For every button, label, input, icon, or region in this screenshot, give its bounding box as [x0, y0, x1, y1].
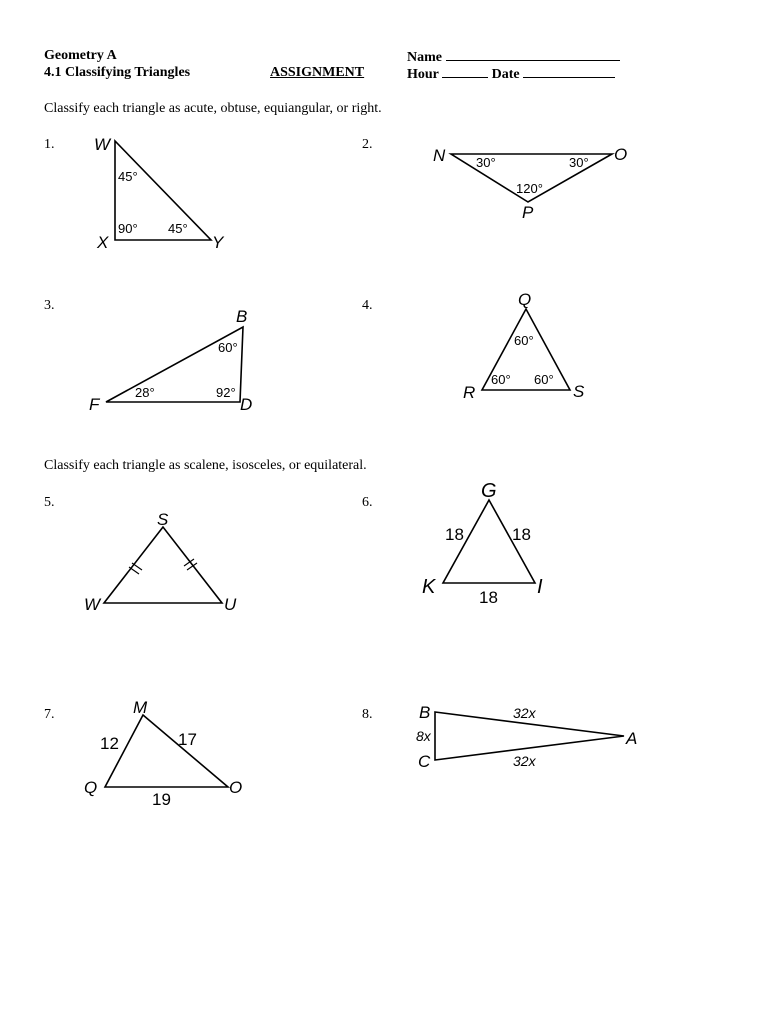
problem-number-2: 2. [362, 137, 373, 152]
vertex-label: P [522, 203, 534, 222]
side-label: 18 [479, 588, 498, 607]
side-label: 12 [100, 734, 119, 753]
vertex-label: D [240, 395, 253, 414]
congruence-tick [132, 563, 142, 570]
vertex-label: R [463, 383, 476, 402]
vertex-label: W [94, 135, 111, 154]
name-label: Name [407, 50, 442, 65]
side-label: 8x [416, 728, 431, 744]
course-title: Geometry A [44, 48, 117, 63]
vertex-label: W [84, 595, 101, 614]
problem-number-8: 8. [362, 707, 373, 722]
vertex-label: B [419, 703, 431, 722]
angle-label: 60° [534, 372, 554, 387]
lesson-title: 4.1 Classifying Triangles [44, 65, 191, 80]
problem-number-6: 6. [362, 495, 373, 510]
side-label: 18 [512, 525, 531, 544]
vertex-label: O [614, 145, 628, 164]
problem-number-5: 5. [44, 495, 55, 510]
instructions-part2: Classify each triangle as scalene, isosceles, or equilateral. [44, 458, 367, 473]
vertex-label: Q [518, 290, 532, 309]
triangle-1 [94, 135, 225, 252]
angle-label: 60° [218, 340, 238, 355]
angle-label: 92° [216, 385, 236, 400]
angle-label: 45° [118, 169, 138, 184]
triangle-3 [89, 307, 252, 414]
vertex-label: M [133, 698, 148, 717]
vertex-label: X [97, 233, 109, 252]
vertex-label: N [433, 146, 446, 165]
triangle-8 [416, 703, 637, 771]
vertex-label: F [89, 395, 100, 414]
angle-label: 60° [491, 372, 511, 387]
triangle-2 [433, 145, 627, 222]
angle-label: 60° [514, 333, 534, 348]
vertex-label: Q [84, 778, 98, 797]
vertex-label: C [418, 752, 431, 771]
triangle-5 [84, 510, 237, 614]
side-label: 19 [152, 790, 171, 809]
side-label: 32x [513, 705, 536, 721]
vertex-label: G [481, 480, 497, 502]
angle-label: 45° [168, 221, 188, 236]
vertex-label: Y [212, 233, 224, 252]
congruence-tick [129, 567, 139, 574]
triangle-4 [463, 290, 585, 402]
angle-label: 30° [476, 155, 496, 170]
vertex-label: B [236, 307, 248, 326]
vertex-label: U [224, 595, 237, 614]
vertex-label: K [422, 576, 436, 598]
vertex-label: O [229, 778, 243, 797]
vertex-label: I [537, 576, 543, 598]
vertex-label: A [626, 729, 638, 748]
angle-label: 90° [118, 221, 138, 236]
instructions-part1: Classify each triangle as acute, obtuse, equiangular, or right. [44, 101, 382, 116]
side-label: 18 [445, 525, 464, 544]
angle-label: 30° [569, 155, 589, 170]
assignment-label: ASSIGNMENT [270, 65, 365, 80]
vertex-label: S [157, 510, 169, 529]
triangle-6 [422, 480, 543, 607]
triangle-5-shape [104, 527, 222, 603]
triangle-7 [84, 698, 242, 809]
vertex-label: S [573, 382, 585, 401]
side-label: 32x [513, 753, 536, 769]
angle-label: 28° [135, 385, 155, 400]
side-label: 17 [178, 730, 197, 749]
hour-label: Hour [407, 67, 439, 82]
angle-label: 120° [516, 181, 543, 196]
problem-number-1: 1. [44, 137, 55, 152]
date-label: Date [491, 67, 520, 82]
problem-number-7: 7. [44, 707, 55, 722]
problem-number-3: 3. [44, 298, 55, 313]
problem-number-4: 4. [362, 298, 373, 313]
triangle-7-shape [105, 715, 228, 787]
